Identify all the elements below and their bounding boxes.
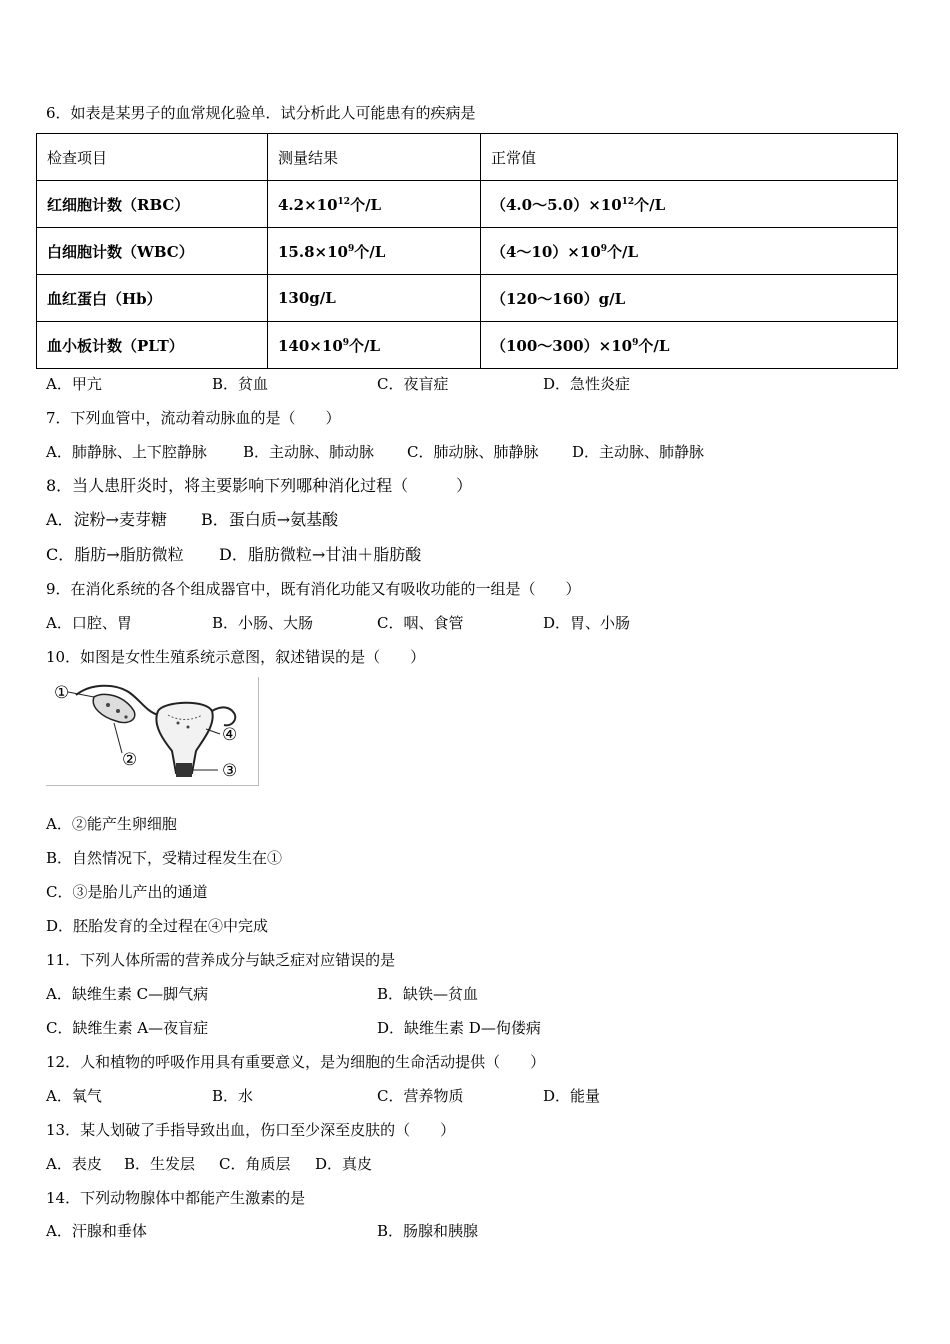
row-item: 血小板计数（PLT）	[37, 322, 268, 369]
q10-option-b[interactable]: B．自然情况下，受精过程发生在①	[46, 849, 283, 867]
q6-option-d[interactable]: D．急性炎症	[543, 375, 631, 393]
q8-option-d[interactable]: D．脂肪微粒→甘油＋脂肪酸	[219, 545, 422, 564]
q11-option-c[interactable]: C．缺维生素 A—夜盲症	[46, 1019, 209, 1037]
q11-option-a[interactable]: A．缺维生素 C—脚气病	[46, 985, 209, 1003]
q13-option-d[interactable]: D．真皮	[315, 1155, 373, 1173]
table-row	[37, 181, 898, 228]
q13-option-a[interactable]: A．表皮	[46, 1155, 102, 1173]
table-row	[37, 322, 898, 369]
header-normal: 正常值	[481, 134, 898, 181]
q7-option-d[interactable]: D．主动脉、肺静脉	[572, 443, 705, 461]
q7-option-a[interactable]: A．肺静脉、上下腔静脉	[46, 443, 207, 461]
q9-option-b[interactable]: B．小肠、大肠	[212, 614, 314, 632]
q9-option-a[interactable]: A．口腔、胃	[46, 614, 132, 632]
header-item: 检查项目	[37, 134, 268, 181]
q13-stem: 13．某人划破了手指导致出血，伤口至少深至皮肤的（ ）	[46, 1121, 456, 1139]
q6-option-a[interactable]: A．甲亢	[46, 375, 102, 393]
q9-option-d[interactable]: D．胃、小肠	[543, 614, 631, 632]
q8-option-a[interactable]: A．淀粉→麦芽糖	[46, 510, 167, 529]
row-result: 130g/L	[268, 275, 481, 322]
row-normal: （120～160）g/L	[481, 275, 898, 322]
q10-option-d[interactable]: D．胚胎发育的全过程在④中完成	[46, 917, 269, 935]
q11-option-d[interactable]: D．缺维生素 D—佝偻病	[377, 1019, 541, 1037]
q8-option-b[interactable]: B．蛋白质→氨基酸	[201, 510, 339, 529]
q7-option-b[interactable]: B．主动脉、肺动脉	[243, 443, 375, 461]
figure-label-1: ①	[54, 683, 70, 703]
q7-option-c[interactable]: C．肺动脉、肺静脉	[407, 443, 539, 461]
q11-stem: 11．下列人体所需的营养成分与缺乏症对应错误的是	[46, 951, 396, 969]
row-item: 红细胞计数（RBC）	[37, 181, 268, 228]
vagina	[176, 763, 192, 777]
row-normal: $(4\sim 10)\times 10^9$个/L	[481, 228, 898, 275]
female-reproductive-system-diagram	[46, 677, 259, 786]
oviduct-right	[212, 707, 235, 725]
q14-stem: 14．下列动物腺体中都能产生激素的是	[46, 1189, 306, 1207]
q12-stem: 12．人和植物的呼吸作用具有重要意义，是为细胞的生命活动提供（ ）	[46, 1053, 546, 1071]
row-item: 血红蛋白（Hb）	[37, 275, 268, 322]
q6-option-c[interactable]: C．夜盲症	[377, 375, 449, 393]
table-row	[37, 228, 898, 275]
q14-option-b[interactable]: B．肠腺和胰腺	[377, 1222, 479, 1240]
figure-label-3: ③	[222, 761, 238, 781]
q6-option-b[interactable]: B．贫血	[212, 375, 269, 393]
figure-label-4: ④	[222, 725, 238, 745]
row-item: 白细胞计数（WBC）	[37, 228, 268, 275]
header-result: 测量结果	[268, 134, 481, 181]
row-result: $4.2\times 10^{12}$个/L	[268, 181, 481, 228]
table-row	[37, 275, 898, 322]
row-normal: $(100\sim 300)\times 10^9$个/L	[481, 322, 898, 369]
q12-option-c[interactable]: C．营养物质	[377, 1087, 464, 1105]
row-normal: $(4.0\sim 5.0)\times 10^{12}$个/L	[481, 181, 898, 228]
q12-option-d[interactable]: D．能量	[543, 1087, 601, 1105]
q10-option-c[interactable]: C．③是胎儿产出的通道	[46, 883, 208, 901]
q11-option-b[interactable]: B．缺铁—贫血	[377, 985, 479, 1003]
q14-option-a[interactable]: A．汗腺和垂体	[46, 1222, 147, 1240]
q12-option-b[interactable]: B．水	[212, 1087, 254, 1105]
diagram-svg	[46, 677, 258, 785]
q12-option-a[interactable]: A．氧气	[46, 1087, 102, 1105]
q13-option-b[interactable]: B．生发层	[124, 1155, 196, 1173]
q13-option-c[interactable]: C．角质层	[219, 1155, 291, 1173]
table-header-row	[37, 134, 898, 181]
q8-stem: 8．当人患肝炎时，将主要影响下列哪种消化过程（ ）	[46, 476, 473, 495]
row-result: $15.8\times 10^9$个/L	[268, 228, 481, 275]
figure-label-2: ②	[122, 750, 138, 770]
q6-stem: 6．如表是某男子的血常规化验单．试分析此人可能患有的疾病是	[46, 104, 476, 122]
ovary-left	[93, 694, 135, 722]
q9-option-c[interactable]: C．咽、食管	[377, 614, 464, 632]
row-result: $140\times 10^9$个/L	[268, 322, 481, 369]
q7-stem: 7．下列血管中，流动着动脉血的是（ ）	[46, 409, 341, 427]
q10-stem: 10．如图是女性生殖系统示意图，叙述错误的是（ ）	[46, 648, 426, 666]
uterus	[156, 703, 212, 773]
q9-stem: 9．在消化系统的各个组成器官中，既有消化功能又有吸收功能的一组是（ ）	[46, 580, 581, 598]
blood-test-table	[36, 133, 898, 369]
q8-option-c[interactable]: C．脂肪→脂肪微粒	[46, 545, 184, 564]
q10-option-a[interactable]: A．②能产生卵细胞	[46, 815, 177, 833]
